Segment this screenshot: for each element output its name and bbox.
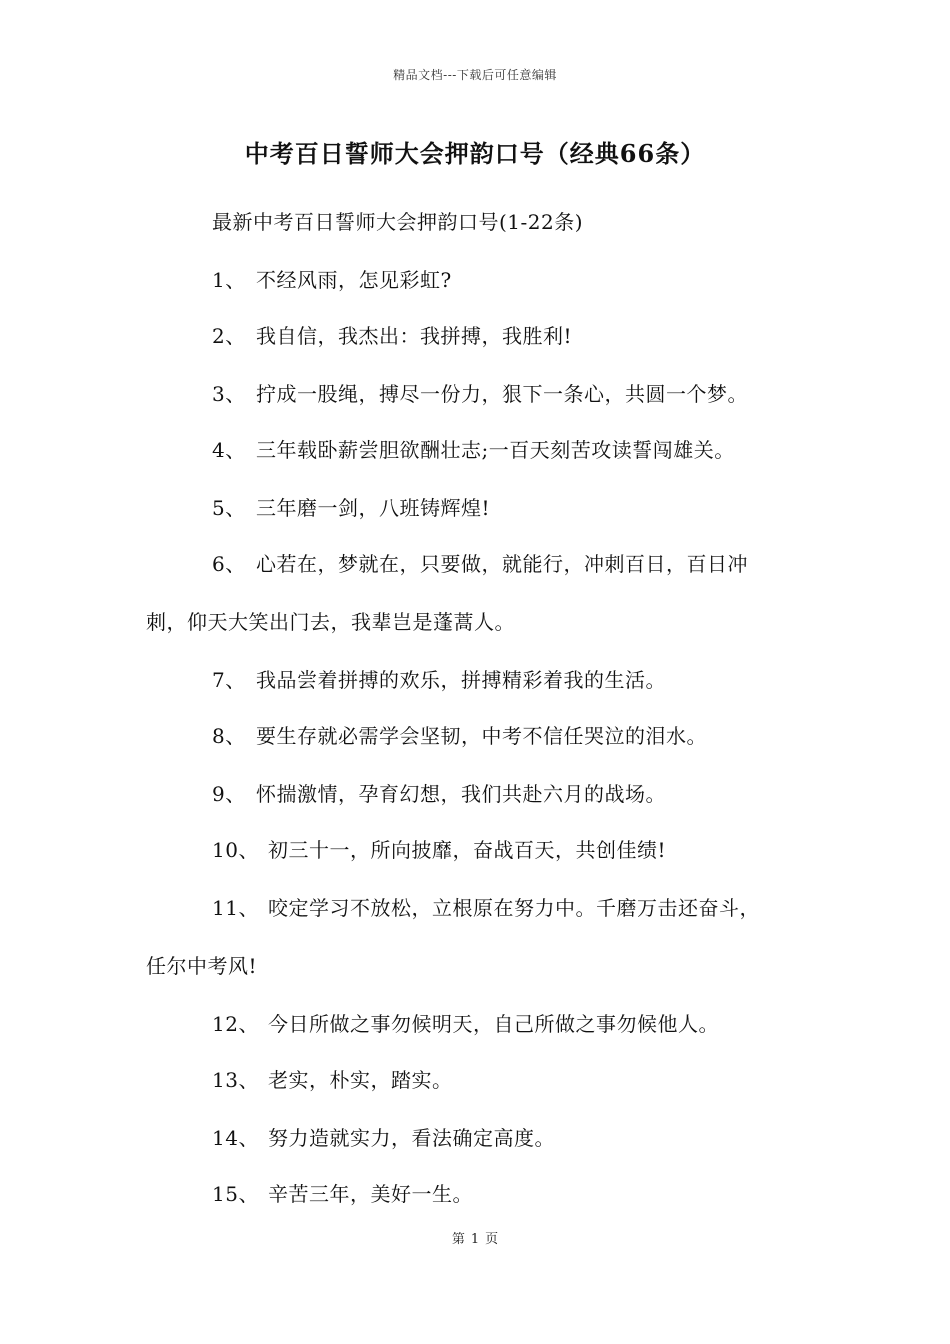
item-number: 8、 bbox=[212, 724, 246, 748]
list-item bbox=[212, 722, 707, 750]
list-item bbox=[212, 266, 452, 294]
item-text: 怀揣激情，孕育幻想，我们共赴六月的战场。 bbox=[256, 782, 666, 806]
list-item bbox=[212, 380, 748, 408]
page-footer bbox=[0, 1228, 950, 1247]
list-item bbox=[212, 836, 666, 864]
list-item bbox=[212, 780, 666, 808]
footer-suffix: 页 bbox=[485, 1232, 499, 1247]
item-number: 10、 bbox=[212, 838, 259, 862]
list-item bbox=[212, 550, 748, 578]
list-item bbox=[212, 1124, 555, 1152]
list-item bbox=[212, 322, 572, 350]
item-text: 三年载卧薪尝胆欲酬壮志;一百天刻苦攻读誓闯雄关。 bbox=[256, 438, 735, 462]
item-text: 要生存就必需学会坚韧，中考不信任哭泣的泪水。 bbox=[256, 724, 707, 748]
item-text: 咬定学习不放松，立根原在努力中。千磨万击还奋斗， bbox=[268, 896, 760, 920]
list-item-continuation: 任尔中考风! bbox=[146, 954, 258, 978]
item-number: 15、 bbox=[212, 1182, 259, 1206]
item-number: 11、 bbox=[212, 896, 259, 920]
item-number: 6、 bbox=[212, 552, 246, 576]
item-text: 我品尝着拼搏的欢乐，拼搏精彩着我的生活。 bbox=[256, 668, 666, 692]
item-number: 7、 bbox=[212, 668, 246, 692]
item-text: 努力造就实力，看法确定高度。 bbox=[268, 1126, 555, 1150]
item-text: 不经风雨，怎见彩虹? bbox=[256, 268, 452, 292]
list-item bbox=[212, 666, 666, 694]
header-note: 精品文档---下载后可任意编辑 bbox=[393, 68, 557, 82]
item-text: 心若在，梦就在，只要做，就能行，冲刺百日，百日冲 bbox=[256, 552, 748, 576]
item-number: 3、 bbox=[212, 382, 246, 406]
item-number: 14、 bbox=[212, 1126, 259, 1150]
list-item bbox=[212, 1010, 719, 1038]
page-number: 1 bbox=[470, 1232, 480, 1247]
list-item bbox=[212, 494, 490, 522]
footer-prefix: 第 bbox=[451, 1232, 465, 1247]
item-number: 1、 bbox=[212, 268, 246, 292]
item-text: 辛苦三年，美好一生。 bbox=[268, 1182, 473, 1206]
item-text: 我自信，我杰出：我拼搏，我胜利! bbox=[256, 324, 573, 348]
item-text: 老实，朴实，踏实。 bbox=[268, 1068, 453, 1092]
item-text: 拧成一股绳，搏尽一份力，狠下一条心，共圆一个梦。 bbox=[256, 382, 748, 406]
item-number: 5、 bbox=[212, 496, 246, 520]
item-text: 今日所做之事勿候明天，自己所做之事勿候他人。 bbox=[268, 1012, 719, 1036]
item-number: 12、 bbox=[212, 1012, 259, 1036]
list-item bbox=[212, 436, 735, 464]
item-number: 4、 bbox=[212, 438, 246, 462]
list-item bbox=[212, 894, 760, 922]
item-text: 初三十一，所向披靡，奋战百天，共创佳绩! bbox=[268, 838, 667, 862]
item-number: 2、 bbox=[212, 324, 246, 348]
section-subtitle: 最新中考百日誓师大会押韵口号(1-22条) bbox=[212, 210, 584, 234]
item-number: 9、 bbox=[212, 782, 246, 806]
list-item bbox=[212, 1180, 473, 1208]
list-item-continuation: 刺，仰天大笑出门去，我辈岂是蓬蒿人。 bbox=[146, 610, 515, 634]
list-item bbox=[212, 1066, 453, 1094]
document-title: 中考百日誓师大会押韵口号（经典66条） bbox=[244, 139, 706, 168]
item-number: 13、 bbox=[212, 1068, 259, 1092]
item-text: 三年磨一剑，八班铸辉煌! bbox=[256, 496, 491, 520]
